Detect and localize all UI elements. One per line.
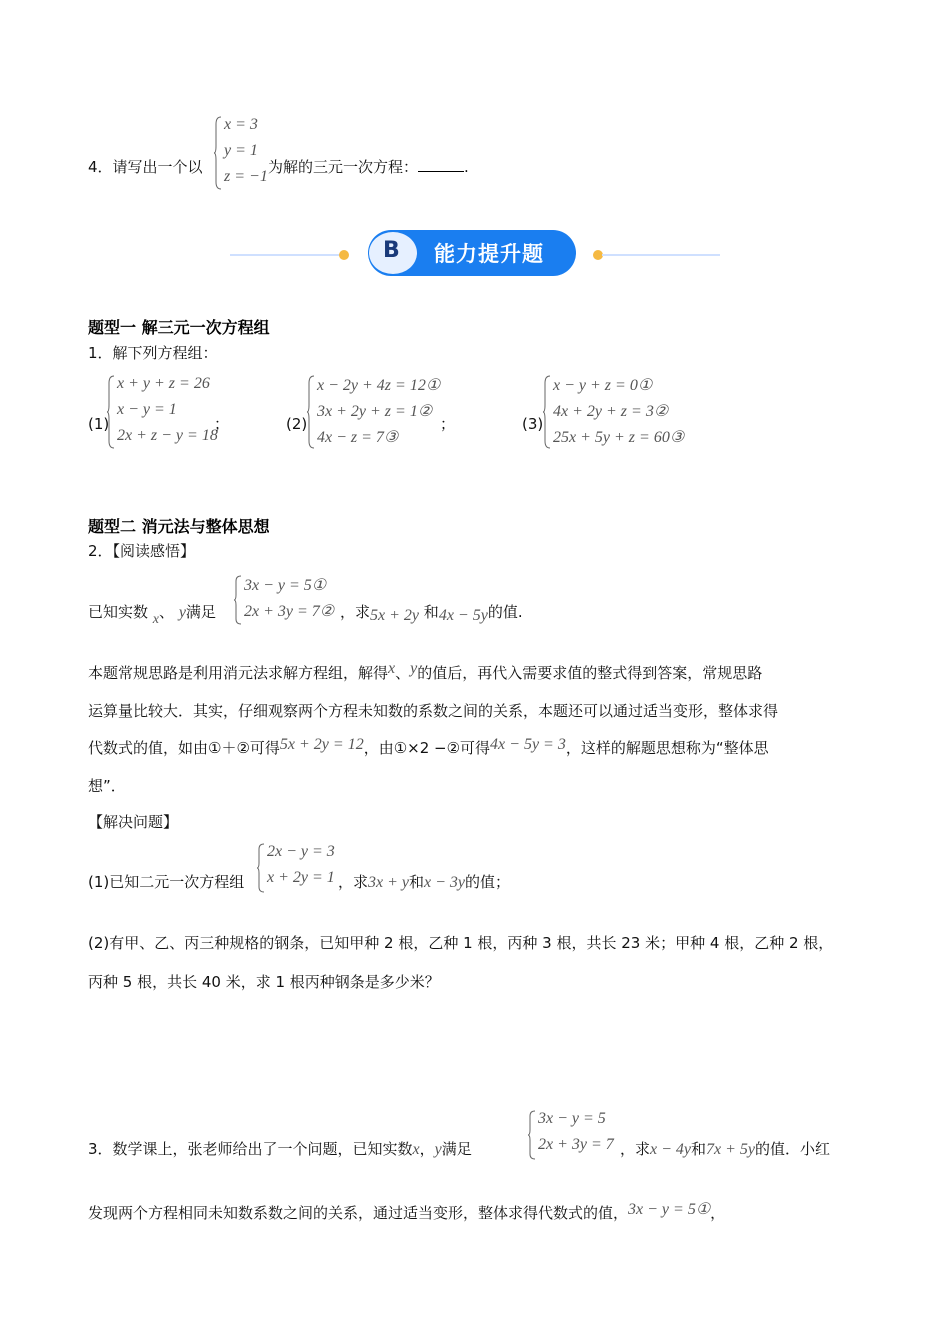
para-l1y: y — [410, 660, 418, 677]
brace-icon — [543, 375, 551, 449]
sys1-eq-3: 2x + z − y = 18 — [117, 427, 218, 444]
section1-title: 题型一 解三元一次方程组 — [88, 318, 270, 337]
q3-var-y: y — [434, 1141, 442, 1158]
p1-text-a: (1)已知二元一次方程组 — [88, 873, 245, 891]
p1-e2: x − 3y — [424, 874, 466, 891]
banner-badge: B — [383, 238, 400, 263]
brace-icon — [214, 116, 222, 190]
para-line-1 — [88, 662, 762, 683]
q2-expr1: 5x + 2y — [370, 607, 420, 624]
p1-system — [257, 843, 347, 893]
q4-eq-1: x = 3 — [224, 116, 258, 133]
para-l1b: 的值后，再代入需要求值的整式得到答案，常规思路 — [417, 664, 763, 682]
q2-sep: 、 — [159, 603, 175, 621]
para-l3c: ，这样的解题思想称为“整体思 — [565, 739, 769, 757]
q2-system — [234, 575, 344, 625]
sys2 — [307, 375, 447, 449]
q2-var-y: y — [178, 604, 186, 621]
q3-line-2 — [88, 1202, 725, 1223]
para-line-3 — [88, 737, 769, 758]
p1-eq-1: 2x − y = 3 — [267, 843, 335, 860]
sys3-label: (3) — [522, 415, 544, 433]
dot-icon — [593, 250, 603, 260]
q3-e1: x − 4y — [650, 1141, 692, 1158]
q2-eq-1: 3x − y = 5① — [244, 577, 327, 594]
sys2-eq-1: x − 2y + 4z = 12① — [317, 377, 441, 394]
q3-line-1a — [88, 1138, 472, 1159]
sys1 — [107, 375, 230, 449]
answer-blank[interactable] — [418, 157, 464, 172]
q3-l2end: ， — [710, 1204, 726, 1222]
p1-c: 的值； — [465, 873, 511, 891]
para-l3a: 代数式的值，如由①＋②可得 — [88, 739, 280, 757]
q3-l1d: 的值．小红 — [755, 1140, 831, 1158]
banner-title: 能力提升题 — [434, 242, 544, 266]
brace-icon — [528, 1110, 536, 1160]
brace-icon — [107, 375, 115, 449]
q2-head: 2．【阅读感悟】 — [88, 542, 196, 560]
para-l1a: 本题常规思路是利用消元法求解方程组，解得 — [88, 664, 389, 682]
dot-icon — [339, 250, 349, 260]
para-l1sep: 、 — [395, 664, 411, 682]
q2-expr2: 4x − 5y — [438, 607, 488, 624]
q4-suffix-text: 为解的三元一次方程： — [268, 158, 419, 176]
sys1-label: (1) — [88, 415, 110, 433]
p2-line-2: 丙种 5 根，共长 40 米，求 1 根丙种钢条是多少米？ — [88, 973, 440, 991]
q2-ask-and: 和 — [423, 603, 439, 621]
q3-eq-2: 2x + 3y = 7 — [538, 1136, 614, 1153]
q3-e2: 7x + 5y — [706, 1141, 756, 1158]
q2-given — [88, 601, 216, 627]
sys2-label: (2) — [286, 415, 308, 433]
para-l3b: ，由①×2 −②可得 — [363, 739, 491, 757]
q3-l1b: 满足 — [441, 1140, 472, 1158]
brace-icon — [257, 843, 265, 893]
q2-ask-end: 的值. — [487, 603, 523, 621]
sys2-eq-2: 3x + 2y + z = 1② — [317, 403, 433, 420]
q4-end: . — [464, 158, 469, 176]
p2-line-1: (2)有甲、乙、丙三种规格的钢条，已知甲种 2 根，乙种 1 根，丙种 3 根，共长 23 米；甲种 4 根，乙种 2 根， — [88, 934, 834, 952]
sys1-eq-2: x − y = 1 — [117, 401, 177, 418]
para-line-2: 运算量比较大．其实，仔细观察两个方程未知数的系数之间的关系，本题还可以通过适当变形，整体求得 — [88, 702, 779, 720]
q2-given-b: 满足 — [185, 603, 216, 621]
p1-b: ，求 — [338, 873, 369, 891]
q3-system — [528, 1110, 628, 1160]
q3-sep: ， — [419, 1140, 435, 1158]
sys3-eq-2: 4x + 2y + z = 3② — [553, 403, 669, 420]
q3-eq-1: 3x − y = 5 — [538, 1110, 606, 1127]
q2-ask-a: ，求 — [340, 603, 371, 621]
p1-eq-2: x + 2y = 1 — [267, 869, 335, 886]
q4-eq-3: z = −1 — [224, 168, 268, 185]
p1-and: 和 — [409, 873, 425, 891]
para-l1x: x — [388, 660, 396, 677]
q3-l1a: 3．数学课上，张老师给出了一个问题，已知实数 — [88, 1140, 413, 1158]
para-l3m2: 4x − 5y = 3 — [490, 736, 566, 753]
p1-e1: 3x + y — [368, 874, 410, 891]
sys2-punct: ； — [440, 415, 456, 433]
brace-icon — [234, 575, 242, 625]
para-l3m1: 5x + 2y = 12 — [279, 736, 364, 753]
q4-suffix — [268, 156, 469, 177]
sys3-eq-1: x − y + z = 0① — [553, 377, 653, 394]
q2-given-a: 已知实数 — [88, 603, 149, 621]
q3-l2: 发现两个方程相同未知数系数之间的关系，通过适当变形，整体求得代数式的值， — [88, 1204, 629, 1222]
sys1-punct: ； — [214, 415, 230, 433]
q2-ask — [340, 601, 523, 622]
q3-l2m: 3x − y = 5① — [628, 1201, 711, 1218]
solve-head: 【解决问题】 — [88, 813, 179, 831]
q1-head: 1．解下列方程组： — [88, 344, 218, 362]
q3-line-1b — [620, 1138, 830, 1159]
sys2-eq-3: 4x − z = 7③ — [317, 429, 399, 446]
q4-system — [214, 116, 274, 190]
q3-l1c: ，求 — [620, 1140, 651, 1158]
q3-and: 和 — [691, 1140, 707, 1158]
sys3-eq-3: 25x + 5y + z = 60③ — [553, 429, 685, 446]
section2-title: 题型二 消元法与整体思想 — [88, 517, 270, 536]
sys1-eq-1: x + y + z = 26 — [117, 375, 210, 392]
sys3 — [543, 375, 693, 449]
q2-var-x: x — [152, 612, 160, 627]
para-line-4: 想”． — [88, 777, 126, 795]
q4-prefix: 4．请写出一个以 — [88, 158, 203, 176]
p1-ask — [338, 871, 510, 892]
q4-eq-2: y = 1 — [224, 142, 258, 159]
q3-var-x: x — [412, 1141, 420, 1158]
q2-eq-2: 2x + 3y = 7② — [244, 603, 335, 620]
brace-icon — [307, 375, 315, 449]
